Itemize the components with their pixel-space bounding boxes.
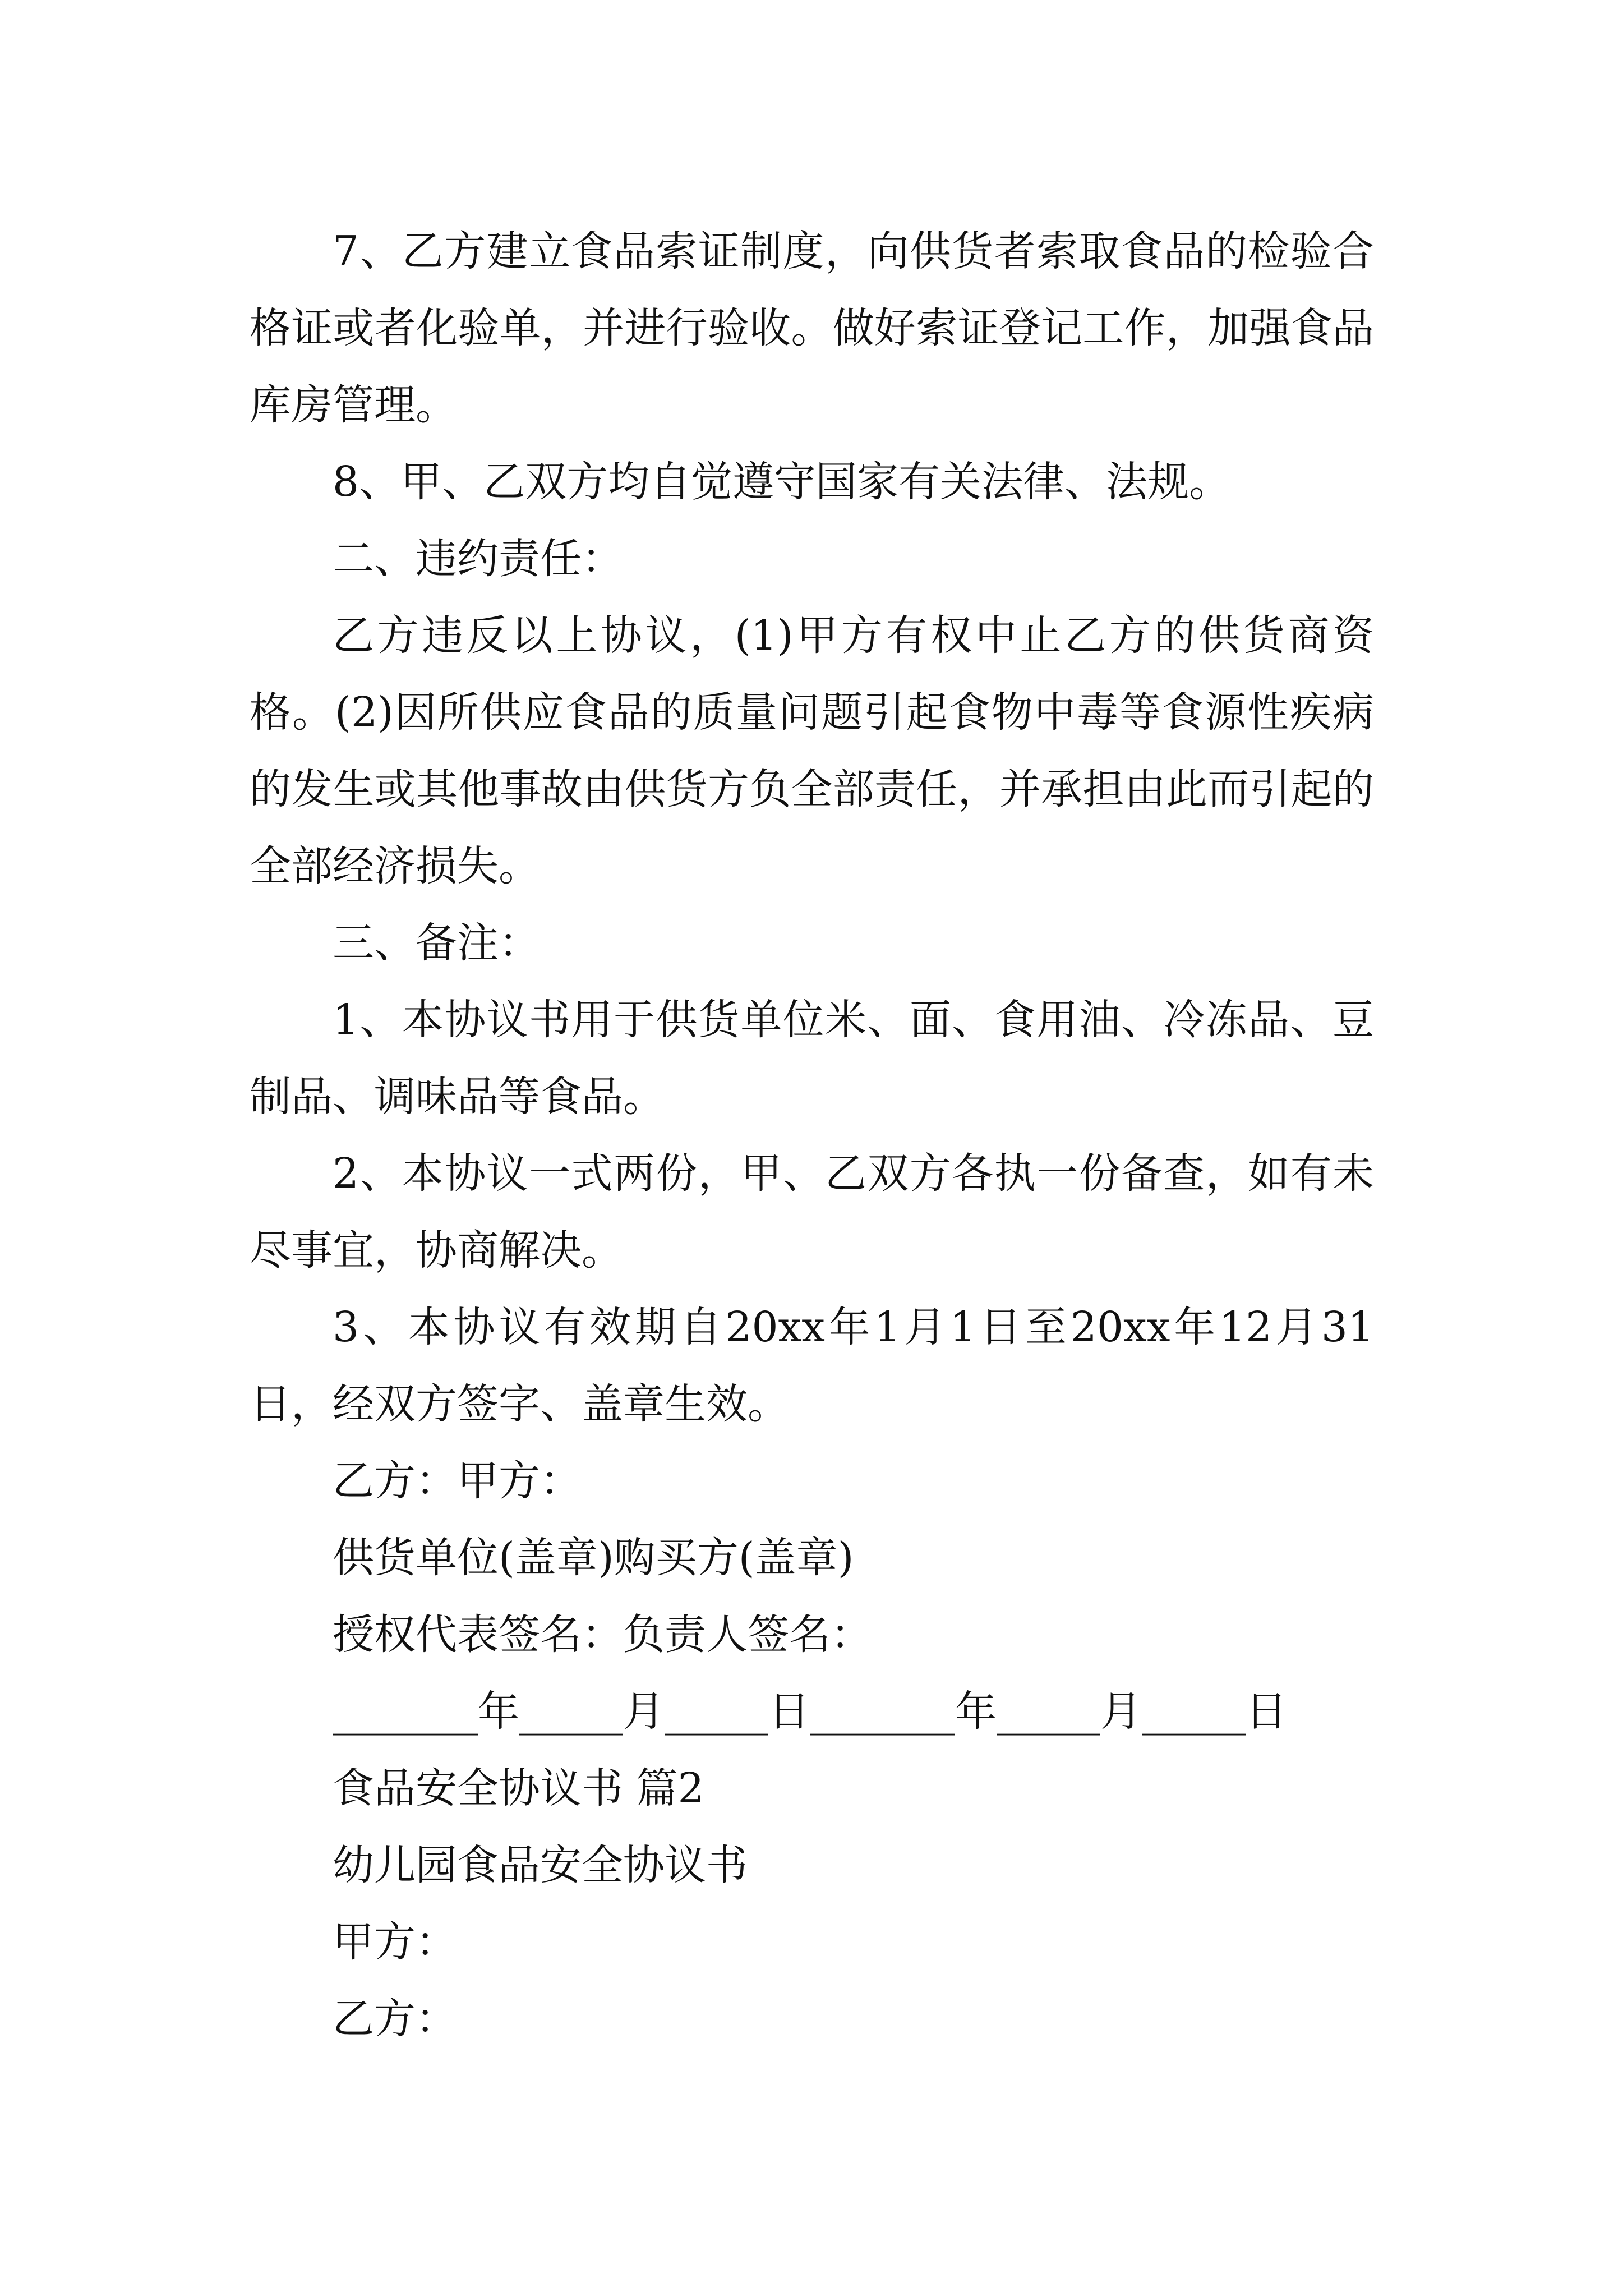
date-blanks: _______年_____月_____日_______年_____月_____日: [333, 1687, 1287, 1736]
note-3: 3、本协议有效期自20xx年1月1日至20xx年12月31日，经双方签字、盖章生效。: [250, 1303, 1374, 1428]
party-b-label: 乙方：: [333, 1995, 457, 2043]
signature-labels: 授权代表签名：负责人签名：: [333, 1611, 872, 1659]
agreement-title: 幼儿园食品安全协议书: [333, 1841, 748, 1889]
note-2: 2、本协议一式两份，甲、乙双方各执一份备查，如有未尽事宜，协商解决。: [250, 1149, 1374, 1274]
party-labels: 乙方：甲方：: [333, 1457, 582, 1505]
next-article-title: 食品安全协议书 篇2: [333, 1764, 704, 1812]
document-body: [250, 213, 1374, 2058]
clause-7: 7、乙方建立食品索证制度，向供货者索取食品的检验合格证或者化验单，并进行验收。做好索证登记工作，加强食品库房管理。: [250, 227, 1374, 429]
party-a-label: 甲方：: [333, 1918, 457, 1966]
breach-paragraph: 乙方违反以上协议，(1)甲方有权中止乙方的供货商资格。(2)因所供应食品的质量问题引起食物中毒等食源性疾病的发生或其他事故由供货方负全部责任，并承担由此而引起的全部经济损失。: [250, 611, 1374, 890]
section-heading-breach: 二、违约责任：: [333, 535, 623, 583]
note-1: 1、本协议书用于供货单位米、面、食用油、冷冻品、豆制品、调味品等食品。: [250, 996, 1374, 1121]
seal-labels: 供货单位(盖章)购买方(盖章): [333, 1534, 854, 1582]
section-heading-notes: 三、备注：: [333, 919, 540, 967]
clause-8: 8、甲、乙双方均自觉遵守国家有关法律、法规。: [333, 458, 1231, 506]
